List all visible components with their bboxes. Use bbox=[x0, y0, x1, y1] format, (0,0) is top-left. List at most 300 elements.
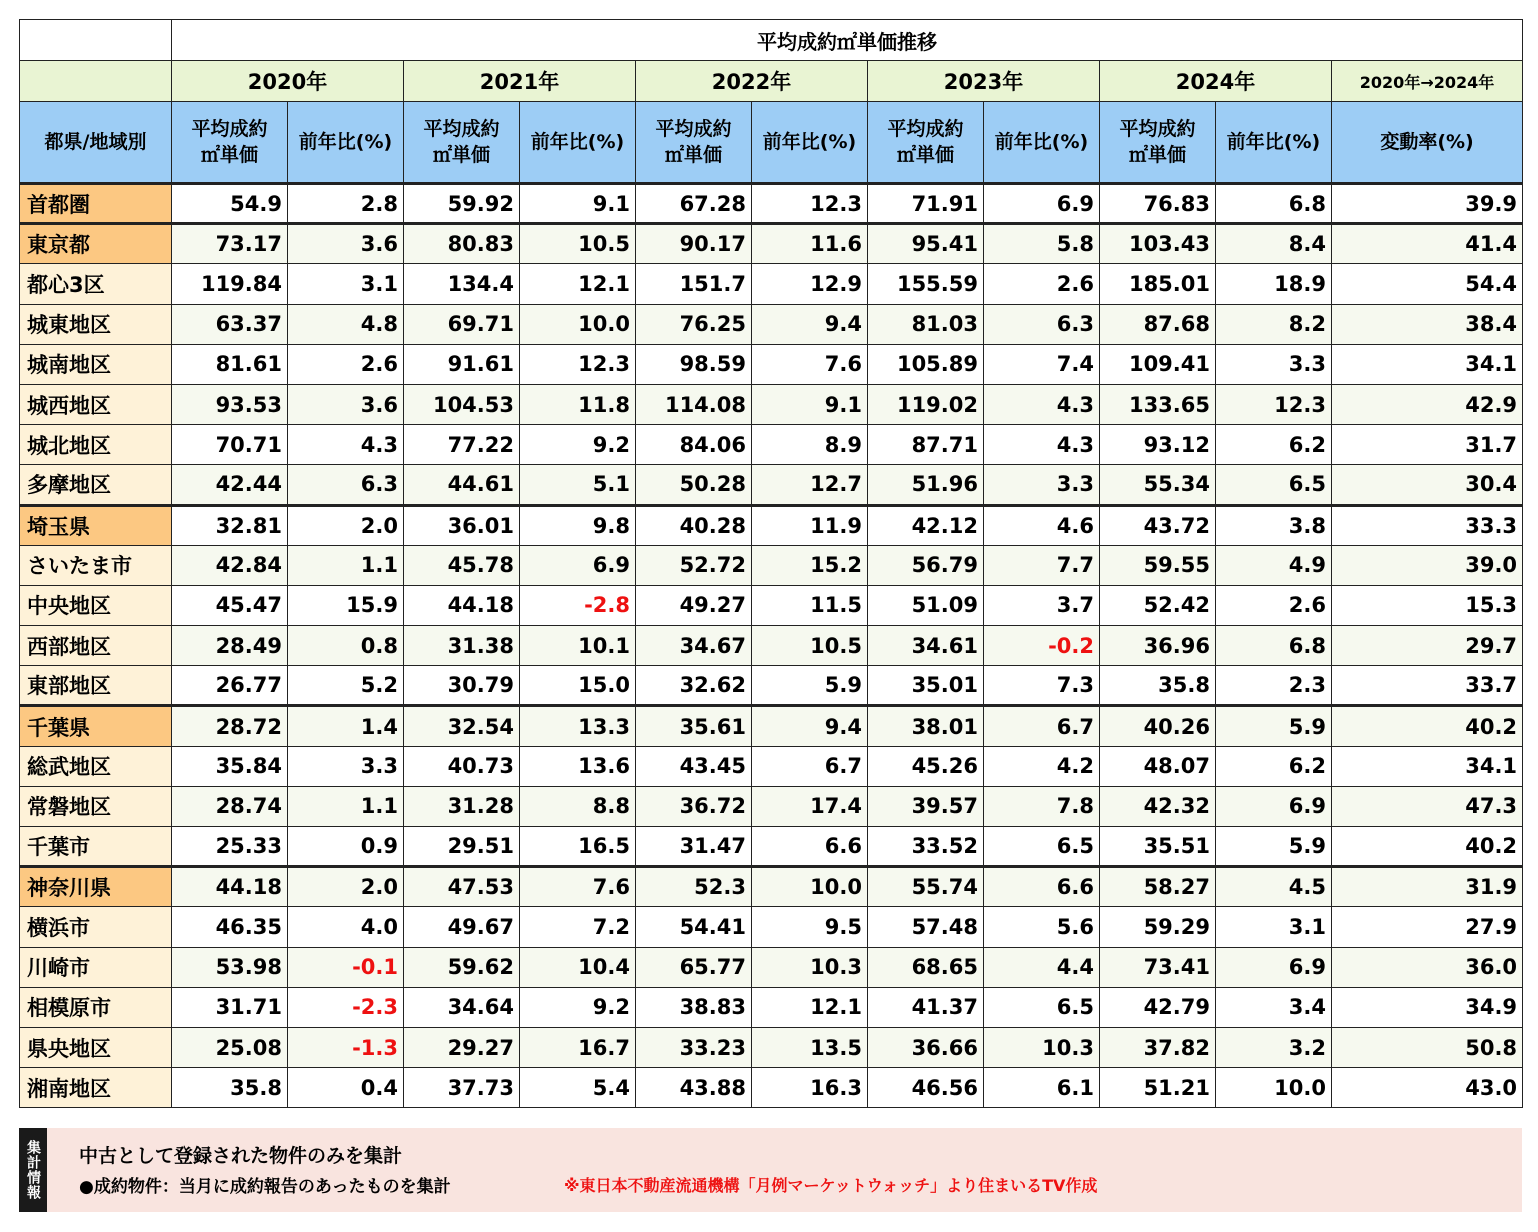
price-cell: 59.62 bbox=[404, 947, 520, 987]
yoy-cell: 15.2 bbox=[752, 545, 868, 585]
yoy-cell: 4.0 bbox=[288, 907, 404, 947]
price-cell: 32.62 bbox=[636, 666, 752, 706]
region-label: 都心3区 bbox=[20, 264, 172, 304]
price-cell: 59.92 bbox=[404, 184, 520, 224]
price-header bbox=[636, 102, 752, 184]
yoy-cell: 3.2 bbox=[1216, 1027, 1332, 1067]
region-label: さいたま市 bbox=[20, 545, 172, 585]
yoy-cell: 6.7 bbox=[752, 746, 868, 786]
yoy-cell: 13.3 bbox=[520, 706, 636, 746]
price-cell: 28.49 bbox=[172, 626, 288, 666]
yoy-cell: 7.2 bbox=[520, 907, 636, 947]
price-cell: 87.68 bbox=[1100, 304, 1216, 344]
yoy-cell: 6.3 bbox=[984, 304, 1100, 344]
yoy-cell: 7.6 bbox=[520, 867, 636, 907]
price-cell: 55.74 bbox=[868, 867, 984, 907]
region-label: 城東地区 bbox=[20, 304, 172, 344]
table-title: 平均成約㎡単価推移 bbox=[172, 20, 1523, 61]
yoy-cell: 8.8 bbox=[520, 786, 636, 826]
change-rate-cell: 40.2 bbox=[1332, 827, 1523, 867]
price-cell: 44.61 bbox=[404, 465, 520, 505]
table-body bbox=[20, 184, 1523, 1108]
region-header: 都県/地域別 bbox=[20, 102, 172, 184]
note-line-2: ●成約物件：当月に成約報告のあったものを集計 bbox=[79, 1177, 451, 1197]
yoy-cell: 3.1 bbox=[288, 264, 404, 304]
price-cell: 28.74 bbox=[172, 786, 288, 826]
yoy-cell: 13.6 bbox=[520, 746, 636, 786]
year-header-2024: 2024年 bbox=[1100, 61, 1332, 102]
price-cell: 32.54 bbox=[404, 706, 520, 746]
year-header-2021: 2021年 bbox=[404, 61, 636, 102]
yoy-cell: 8.2 bbox=[1216, 304, 1332, 344]
yoy-cell: 10.0 bbox=[1216, 1068, 1332, 1108]
region-label: 西部地区 bbox=[20, 626, 172, 666]
change-rate-cell: 40.2 bbox=[1332, 706, 1523, 746]
price-cell: 44.18 bbox=[404, 585, 520, 625]
price-cell: 51.96 bbox=[868, 465, 984, 505]
price-cell: 42.32 bbox=[1100, 786, 1216, 826]
yoy-cell: 3.3 bbox=[288, 746, 404, 786]
yoy-cell: 6.9 bbox=[520, 545, 636, 585]
yoy-cell: 9.4 bbox=[752, 706, 868, 746]
table-row bbox=[20, 585, 1523, 625]
yoy-cell: -0.2 bbox=[984, 626, 1100, 666]
yoy-cell: 7.3 bbox=[984, 666, 1100, 706]
price-cell: 35.8 bbox=[1100, 666, 1216, 706]
yoy-cell: 4.4 bbox=[984, 947, 1100, 987]
yoy-cell: 15.9 bbox=[288, 585, 404, 625]
yoy-cell: 7.6 bbox=[752, 344, 868, 384]
yoy-cell: 10.0 bbox=[520, 304, 636, 344]
table-row bbox=[20, 545, 1523, 585]
price-cell: 65.77 bbox=[636, 947, 752, 987]
yoy-cell: 6.2 bbox=[1216, 425, 1332, 465]
yoy-cell: 3.3 bbox=[984, 465, 1100, 505]
price-cell: 35.8 bbox=[172, 1068, 288, 1108]
yoy-cell: 7.7 bbox=[984, 545, 1100, 585]
yoy-cell: 9.1 bbox=[752, 384, 868, 424]
price-cell: 50.28 bbox=[636, 465, 752, 505]
change-rate-cell: 29.7 bbox=[1332, 626, 1523, 666]
change-rate-cell: 31.7 bbox=[1332, 425, 1523, 465]
price-cell: 45.26 bbox=[868, 746, 984, 786]
price-cell: 29.27 bbox=[404, 1027, 520, 1067]
yoy-cell: 6.5 bbox=[984, 827, 1100, 867]
yoy-cell: 17.4 bbox=[752, 786, 868, 826]
yoy-cell: 7.4 bbox=[984, 344, 1100, 384]
price-cell: 42.12 bbox=[868, 505, 984, 545]
price-cell: 30.79 bbox=[404, 666, 520, 706]
yoy-cell: 5.6 bbox=[984, 907, 1100, 947]
price-cell: 93.12 bbox=[1100, 425, 1216, 465]
price-cell: 31.28 bbox=[404, 786, 520, 826]
price-cell: 31.71 bbox=[172, 987, 288, 1027]
price-header-line: 平均成約 bbox=[1119, 118, 1196, 140]
table-row bbox=[20, 1027, 1523, 1067]
price-header-line: ㎡単価 bbox=[432, 144, 490, 166]
yoy-cell: 6.8 bbox=[1216, 184, 1332, 224]
table-row bbox=[20, 505, 1523, 545]
change-rate-cell: 43.0 bbox=[1332, 1068, 1523, 1108]
year-header-row bbox=[20, 61, 1523, 102]
price-cell: 151.7 bbox=[636, 264, 752, 304]
price-cell: 35.61 bbox=[636, 706, 752, 746]
yoy-cell: 6.1 bbox=[984, 1068, 1100, 1108]
price-header-line: ㎡単価 bbox=[664, 144, 722, 166]
yoy-cell: 6.2 bbox=[1216, 746, 1332, 786]
yoy-cell: 16.7 bbox=[520, 1027, 636, 1067]
price-cell: 45.78 bbox=[404, 545, 520, 585]
table-row bbox=[20, 706, 1523, 746]
price-cell: 31.47 bbox=[636, 827, 752, 867]
yoy-cell: 4.3 bbox=[984, 425, 1100, 465]
price-cell: 40.73 bbox=[404, 746, 520, 786]
notes-badge-text: 集計情報 bbox=[25, 1140, 41, 1200]
yoy-cell: 3.8 bbox=[1216, 505, 1332, 545]
table-row bbox=[20, 224, 1523, 264]
price-cell: 67.28 bbox=[636, 184, 752, 224]
price-cell: 36.96 bbox=[1100, 626, 1216, 666]
yoy-header: 前年比(%) bbox=[1216, 102, 1332, 184]
price-cell: 35.84 bbox=[172, 746, 288, 786]
table-row bbox=[20, 746, 1523, 786]
yoy-cell: 6.5 bbox=[984, 987, 1100, 1027]
yoy-cell: 10.1 bbox=[520, 626, 636, 666]
price-cell: 40.26 bbox=[1100, 706, 1216, 746]
price-cell: 70.71 bbox=[172, 425, 288, 465]
change-rate-cell: 39.0 bbox=[1332, 545, 1523, 585]
region-label: 千葉県 bbox=[20, 706, 172, 746]
yoy-cell: 5.8 bbox=[984, 224, 1100, 264]
yoy-cell: 6.9 bbox=[1216, 786, 1332, 826]
price-cell: 43.72 bbox=[1100, 505, 1216, 545]
price-cell: 46.35 bbox=[172, 907, 288, 947]
yoy-cell: 11.6 bbox=[752, 224, 868, 264]
yoy-cell: 6.6 bbox=[984, 867, 1100, 907]
yoy-cell: 5.4 bbox=[520, 1068, 636, 1108]
price-cell: 76.83 bbox=[1100, 184, 1216, 224]
yoy-cell: 4.2 bbox=[984, 746, 1100, 786]
yoy-cell: 12.1 bbox=[520, 264, 636, 304]
price-cell: 98.59 bbox=[636, 344, 752, 384]
yoy-header: 前年比(%) bbox=[984, 102, 1100, 184]
price-cell: 76.25 bbox=[636, 304, 752, 344]
price-cell: 114.08 bbox=[636, 384, 752, 424]
region-label: 中央地区 bbox=[20, 585, 172, 625]
price-cell: 185.01 bbox=[1100, 264, 1216, 304]
price-cell: 77.22 bbox=[404, 425, 520, 465]
change-rate-cell: 36.0 bbox=[1332, 947, 1523, 987]
price-cell: 58.27 bbox=[1100, 867, 1216, 907]
price-cell: 69.71 bbox=[404, 304, 520, 344]
price-cell: 33.23 bbox=[636, 1027, 752, 1067]
yoy-cell: 6.9 bbox=[984, 184, 1100, 224]
change-rate-cell: 42.9 bbox=[1332, 384, 1523, 424]
yoy-cell: 4.8 bbox=[288, 304, 404, 344]
price-cell: 38.83 bbox=[636, 987, 752, 1027]
yoy-cell: 7.8 bbox=[984, 786, 1100, 826]
yoy-cell: 3.6 bbox=[288, 384, 404, 424]
table-row bbox=[20, 626, 1523, 666]
price-cell: 55.34 bbox=[1100, 465, 1216, 505]
yoy-cell: 6.9 bbox=[1216, 947, 1332, 987]
table-row bbox=[20, 184, 1523, 224]
price-header-line: ㎡単価 bbox=[1128, 144, 1186, 166]
region-label: 湘南地区 bbox=[20, 1068, 172, 1108]
yoy-cell: 3.6 bbox=[288, 224, 404, 264]
price-cell: 119.02 bbox=[868, 384, 984, 424]
region-label: 東部地区 bbox=[20, 666, 172, 706]
price-cell: 84.06 bbox=[636, 425, 752, 465]
price-cell: 38.01 bbox=[868, 706, 984, 746]
table-row bbox=[20, 907, 1523, 947]
price-cell: 119.84 bbox=[172, 264, 288, 304]
price-cell: 95.41 bbox=[868, 224, 984, 264]
notes-panel bbox=[19, 1128, 1522, 1212]
change-rate-cell: 34.1 bbox=[1332, 746, 1523, 786]
price-cell: 71.91 bbox=[868, 184, 984, 224]
corner-cell-year bbox=[20, 61, 172, 102]
table-row bbox=[20, 827, 1523, 867]
price-cell: 34.67 bbox=[636, 626, 752, 666]
price-cell: 103.43 bbox=[1100, 224, 1216, 264]
price-cell: 25.08 bbox=[172, 1027, 288, 1067]
note-line-1: 中古として登録された物件のみを集計 bbox=[79, 1145, 403, 1167]
yoy-cell: 9.1 bbox=[520, 184, 636, 224]
change-rate-cell: 33.3 bbox=[1332, 505, 1523, 545]
yoy-cell: 11.8 bbox=[520, 384, 636, 424]
yoy-cell: 3.7 bbox=[984, 585, 1100, 625]
change-rate-cell: 31.9 bbox=[1332, 867, 1523, 907]
table-row bbox=[20, 867, 1523, 907]
price-cell: 41.37 bbox=[868, 987, 984, 1027]
price-cell: 34.64 bbox=[404, 987, 520, 1027]
price-cell: 36.01 bbox=[404, 505, 520, 545]
table-row bbox=[20, 384, 1523, 424]
table-row bbox=[20, 786, 1523, 826]
yoy-cell: 11.5 bbox=[752, 585, 868, 625]
change-rate-cell: 54.4 bbox=[1332, 264, 1523, 304]
price-cell: 46.56 bbox=[868, 1068, 984, 1108]
price-cell: 155.59 bbox=[868, 264, 984, 304]
price-cell: 48.07 bbox=[1100, 746, 1216, 786]
change-period-header: 2020年→2024年 bbox=[1332, 61, 1523, 102]
price-cell: 37.73 bbox=[404, 1068, 520, 1108]
yoy-cell: 4.5 bbox=[1216, 867, 1332, 907]
yoy-cell: 1.1 bbox=[288, 545, 404, 585]
yoy-header: 前年比(%) bbox=[752, 102, 868, 184]
change-rate-cell: 47.3 bbox=[1332, 786, 1523, 826]
region-label: 城西地区 bbox=[20, 384, 172, 424]
table-row bbox=[20, 666, 1523, 706]
price-cell: 42.84 bbox=[172, 545, 288, 585]
region-label: 千葉市 bbox=[20, 827, 172, 867]
yoy-cell: 8.4 bbox=[1216, 224, 1332, 264]
price-cell: 45.47 bbox=[172, 585, 288, 625]
table-row bbox=[20, 344, 1523, 384]
price-cell: 43.88 bbox=[636, 1068, 752, 1108]
price-cell: 52.42 bbox=[1100, 585, 1216, 625]
price-cell: 28.72 bbox=[172, 706, 288, 746]
price-cell: 42.79 bbox=[1100, 987, 1216, 1027]
yoy-cell: 3.1 bbox=[1216, 907, 1332, 947]
yoy-cell: 3.4 bbox=[1216, 987, 1332, 1027]
price-cell: 31.38 bbox=[404, 626, 520, 666]
price-cell: 87.71 bbox=[868, 425, 984, 465]
yoy-cell: 10.5 bbox=[752, 626, 868, 666]
price-cell: 33.52 bbox=[868, 827, 984, 867]
change-rate-cell: 15.3 bbox=[1332, 585, 1523, 625]
price-cell: 57.48 bbox=[868, 907, 984, 947]
yoy-cell: -2.3 bbox=[288, 987, 404, 1027]
yoy-cell: 12.3 bbox=[1216, 384, 1332, 424]
price-cell: 36.66 bbox=[868, 1027, 984, 1067]
change-rate-cell: 50.8 bbox=[1332, 1027, 1523, 1067]
region-label: 相模原市 bbox=[20, 987, 172, 1027]
yoy-cell: -0.1 bbox=[288, 947, 404, 987]
yoy-cell: 6.7 bbox=[984, 706, 1100, 746]
yoy-header: 前年比(%) bbox=[288, 102, 404, 184]
price-header-line: ㎡単価 bbox=[896, 144, 954, 166]
year-header-2023: 2023年 bbox=[868, 61, 1100, 102]
year-header-2022: 2022年 bbox=[636, 61, 868, 102]
price-cell: 35.51 bbox=[1100, 827, 1216, 867]
price-cell: 54.41 bbox=[636, 907, 752, 947]
price-cell: 42.44 bbox=[172, 465, 288, 505]
price-cell: 52.3 bbox=[636, 867, 752, 907]
yoy-cell: 16.3 bbox=[752, 1068, 868, 1108]
yoy-cell: 10.5 bbox=[520, 224, 636, 264]
region-label: 城北地区 bbox=[20, 425, 172, 465]
yoy-cell: 9.8 bbox=[520, 505, 636, 545]
yoy-cell: 5.9 bbox=[1216, 706, 1332, 746]
yoy-cell: 18.9 bbox=[1216, 264, 1332, 304]
yoy-cell: 2.6 bbox=[1216, 585, 1332, 625]
yoy-cell: 2.6 bbox=[288, 344, 404, 384]
yoy-cell: 3.3 bbox=[1216, 344, 1332, 384]
price-cell: 68.65 bbox=[868, 947, 984, 987]
price-cell: 54.9 bbox=[172, 184, 288, 224]
yoy-cell: 11.9 bbox=[752, 505, 868, 545]
price-cell: 53.98 bbox=[172, 947, 288, 987]
change-rate-cell: 38.4 bbox=[1332, 304, 1523, 344]
change-rate-cell: 27.9 bbox=[1332, 907, 1523, 947]
yoy-cell: 12.9 bbox=[752, 264, 868, 304]
yoy-cell: 1.1 bbox=[288, 786, 404, 826]
price-cell: 104.53 bbox=[404, 384, 520, 424]
yoy-cell: 5.9 bbox=[752, 666, 868, 706]
change-rate-cell: 33.7 bbox=[1332, 666, 1523, 706]
yoy-cell: 2.0 bbox=[288, 505, 404, 545]
yoy-cell: 9.2 bbox=[520, 425, 636, 465]
yoy-cell: -1.3 bbox=[288, 1027, 404, 1067]
yoy-cell: 1.4 bbox=[288, 706, 404, 746]
yoy-cell: 6.6 bbox=[752, 827, 868, 867]
price-cell: 90.17 bbox=[636, 224, 752, 264]
yoy-cell: 12.1 bbox=[752, 987, 868, 1027]
price-cell: 29.51 bbox=[404, 827, 520, 867]
yoy-cell: 10.3 bbox=[752, 947, 868, 987]
price-header bbox=[868, 102, 984, 184]
table-row bbox=[20, 1068, 1523, 1108]
change-rate-cell: 30.4 bbox=[1332, 465, 1523, 505]
price-cell: 59.55 bbox=[1100, 545, 1216, 585]
yoy-cell: 4.3 bbox=[984, 384, 1100, 424]
price-header-line: 平均成約 bbox=[423, 118, 500, 140]
yoy-cell: 9.4 bbox=[752, 304, 868, 344]
yoy-cell: 0.4 bbox=[288, 1068, 404, 1108]
yoy-cell: 15.0 bbox=[520, 666, 636, 706]
price-cell: 59.29 bbox=[1100, 907, 1216, 947]
price-cell: 49.27 bbox=[636, 585, 752, 625]
price-header bbox=[404, 102, 520, 184]
price-cell: 91.61 bbox=[404, 344, 520, 384]
region-label: 常磐地区 bbox=[20, 786, 172, 826]
price-cell: 32.81 bbox=[172, 505, 288, 545]
change-rate-cell: 39.9 bbox=[1332, 184, 1523, 224]
change-rate-header: 変動率(%) bbox=[1332, 102, 1523, 184]
price-cell: 43.45 bbox=[636, 746, 752, 786]
table-row bbox=[20, 987, 1523, 1027]
region-label: 首都圏 bbox=[20, 184, 172, 224]
yoy-cell: 10.0 bbox=[752, 867, 868, 907]
yoy-cell: -2.8 bbox=[520, 585, 636, 625]
region-label: 城南地区 bbox=[20, 344, 172, 384]
price-header bbox=[172, 102, 288, 184]
price-header-line: 平均成約 bbox=[887, 118, 964, 140]
yoy-cell: 16.5 bbox=[520, 827, 636, 867]
price-cell: 47.53 bbox=[404, 867, 520, 907]
yoy-cell: 12.3 bbox=[752, 184, 868, 224]
yoy-cell: 4.9 bbox=[1216, 545, 1332, 585]
yoy-cell: 9.2 bbox=[520, 987, 636, 1027]
yoy-cell: 2.8 bbox=[288, 184, 404, 224]
title-row bbox=[20, 20, 1523, 61]
yoy-cell: 4.6 bbox=[984, 505, 1100, 545]
change-rate-cell: 34.9 bbox=[1332, 987, 1523, 1027]
region-label: 多摩地区 bbox=[20, 465, 172, 505]
table-row bbox=[20, 425, 1523, 465]
yoy-cell: 6.8 bbox=[1216, 626, 1332, 666]
yoy-cell: 2.6 bbox=[984, 264, 1100, 304]
yoy-cell: 0.8 bbox=[288, 626, 404, 666]
yoy-cell: 6.3 bbox=[288, 465, 404, 505]
yoy-cell: 2.3 bbox=[1216, 666, 1332, 706]
price-cell: 44.18 bbox=[172, 867, 288, 907]
region-label: 神奈川県 bbox=[20, 867, 172, 907]
price-cell: 37.82 bbox=[1100, 1027, 1216, 1067]
yoy-header: 前年比(%) bbox=[520, 102, 636, 184]
yoy-cell: 10.4 bbox=[520, 947, 636, 987]
yoy-cell: 12.3 bbox=[520, 344, 636, 384]
price-cell: 40.28 bbox=[636, 505, 752, 545]
price-cell: 105.89 bbox=[868, 344, 984, 384]
price-cell: 25.33 bbox=[172, 827, 288, 867]
change-rate-cell: 41.4 bbox=[1332, 224, 1523, 264]
yoy-cell: 8.9 bbox=[752, 425, 868, 465]
region-label: 総武地区 bbox=[20, 746, 172, 786]
change-rate-cell: 34.1 bbox=[1332, 344, 1523, 384]
price-cell: 63.37 bbox=[172, 304, 288, 344]
yoy-cell: 12.7 bbox=[752, 465, 868, 505]
yoy-cell: 4.3 bbox=[288, 425, 404, 465]
region-label: 川崎市 bbox=[20, 947, 172, 987]
yoy-cell: 5.9 bbox=[1216, 827, 1332, 867]
yoy-cell: 5.2 bbox=[288, 666, 404, 706]
table-row bbox=[20, 947, 1523, 987]
yoy-cell: 0.9 bbox=[288, 827, 404, 867]
region-label: 県央地区 bbox=[20, 1027, 172, 1067]
